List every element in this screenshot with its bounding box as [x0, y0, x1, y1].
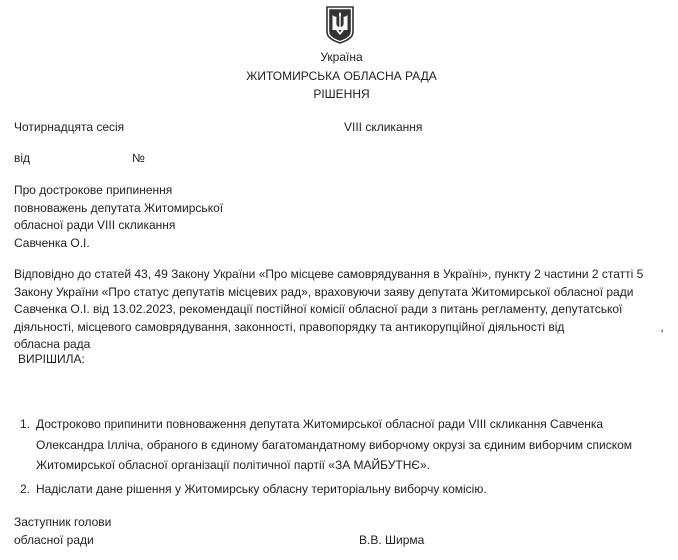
subject-line: Савченка О.І.	[14, 235, 90, 250]
session-name: Чотирнадцята сесія	[14, 120, 125, 134]
item-number: 2.	[20, 482, 31, 496]
decided-heading: ВИРІШИЛА:	[18, 352, 85, 366]
number-label: №	[132, 151, 145, 165]
subject-line: повноважень депутата Житомирської	[14, 200, 224, 215]
preamble	[14, 266, 664, 354]
country-name: Україна	[320, 50, 363, 64]
item-number: 1.	[20, 417, 31, 431]
date-label: від	[14, 151, 31, 165]
signatory-title-line1: Заступник голови	[14, 515, 112, 529]
decision-item: Надіслати дане рішення у Житомирську обласну територіальну виборчу комісію.	[36, 482, 487, 496]
convocation: VIII скликання	[344, 120, 423, 134]
subject-line: Про дострокове припинення	[14, 183, 173, 197]
preamble-text: Відповідно до статей 43, 49 Закону України «Про місцеве самоврядування в Україні», пункту 2 частини 2 статті 5 Закону України «Про статус депутатів місцевих рад», враховуючи заяву депутата Житомирської обласної ради Савченка О.І. від 13.02.2023, рекомендації постійної комісії обласної ради з питань регламенту, депутатської діяльності, місцевого самоврядування, законності, правопорядку та антикорупційної діяльності від	[14, 267, 644, 334]
subject-line: обласної ради VIII скликання	[14, 218, 176, 232]
signatory-name: В.В. Ширма	[359, 533, 425, 547]
decision-item: Достроково припинити повноваження депутата Житомирської обласної ради VIII скликання Савченка Олександра Ілліча, обраного в єдиному багатомандатному виборчому окрузі за єдиним виборчим списком Житомирської обласної організації політичної партії «ЗА МАЙБУТНЄ».	[36, 417, 633, 472]
decision-subject	[14, 182, 223, 252]
council-name: ЖИТОМИРСЬКА ОБЛАСНА РАДА	[246, 69, 437, 83]
document-type: РІШЕННЯ	[313, 87, 370, 101]
preamble-ending: , обласна рада	[14, 319, 664, 351]
signatory-title-line2: обласної ради	[14, 533, 94, 547]
ukraine-coat-of-arms-icon	[326, 6, 354, 44]
